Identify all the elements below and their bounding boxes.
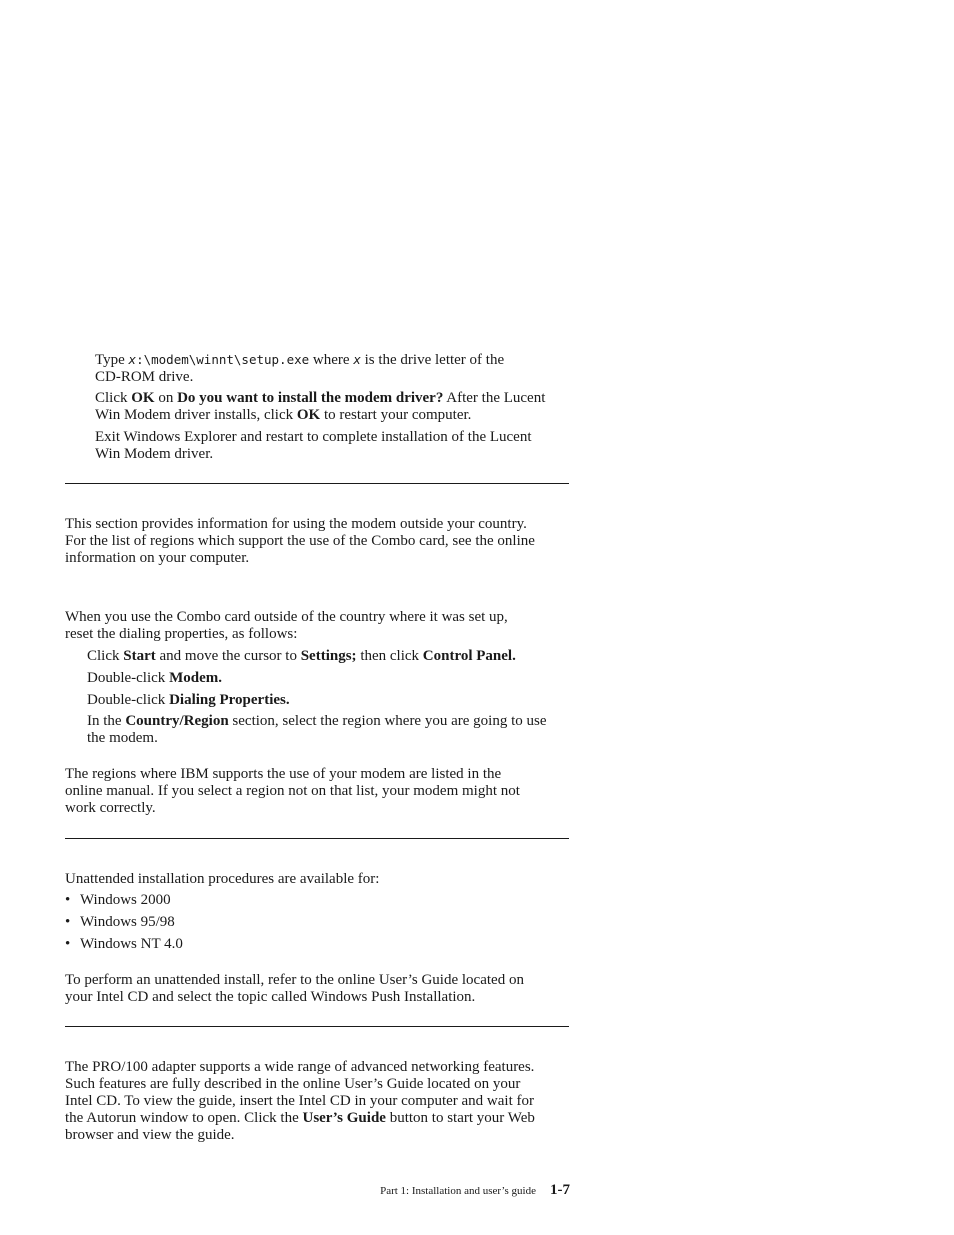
unattended-perform: To perform an unattended install, refer to the online User’s Guide located on your Intel CD and select the topic called Windows Push Installation.	[65, 972, 524, 1005]
outside-country-intro: This section provides information for using the modem outside your country. For the list of regions which support the use of the Combo card, see the online information on your computer.	[65, 516, 535, 566]
reset-step-2: Double-click Modem.	[87, 670, 222, 686]
cmd-drive-var: x	[128, 352, 137, 367]
winnt-step-3: Exit Windows Explorer and restart to complete installation of the Lucent Win Modem driver.	[95, 429, 532, 462]
unattended-intro: Unattended installation procedures are available for:	[65, 871, 380, 887]
reset-step-1: Click Start and move the cursor to Settings; then click Control Panel.	[87, 648, 516, 664]
advanced-features-paragraph: The PRO/100 adapter supports a wide range of advanced networking features. Such features are fully described in the online User’s Guide located on your Intel CD. To view the guide, insert the Intel CD in your computer and wait for the Autorun window to open. Click the User’s Guide button to start your Web browser and view the guide.	[65, 1059, 535, 1143]
page-number: 1-7	[550, 1182, 570, 1198]
list-item: • Windows 2000	[65, 892, 171, 908]
reset-dialing-intro: When you use the Combo card outside of the country where it was set up, reset the dialing properties, as follows:	[65, 609, 508, 642]
section-divider	[65, 483, 569, 484]
winnt-step-1: Type x:\modem\winnt\setup.exe where x is the drive letter of the CD-ROM drive.	[95, 352, 505, 385]
users-guide-button-label: User’s Guide	[302, 1110, 386, 1126]
winnt-step-2: Click OK on Do you want to install the modem driver? After the Lucent Win Modem driver installs, click OK to restart your computer.	[95, 390, 546, 423]
regions-note: The regions where IBM supports the use of your modem are listed in the online manual. If you select a region not on that list, your modem might not work correctly.	[65, 766, 520, 816]
reset-step-3: Double-click Dialing Properties.	[87, 692, 290, 708]
footer-text: Part 1: Installation and user’s guide	[380, 1185, 536, 1197]
list-item: • Windows NT 4.0	[65, 936, 183, 952]
section-divider	[65, 838, 569, 839]
list-item: • Windows 95/98	[65, 914, 175, 930]
install-question: Do you want to install the modem driver?	[177, 390, 444, 406]
page-footer	[0, 1182, 570, 1200]
reset-step-4: In the Country/Region section, select the region where you are going to use the modem.	[87, 713, 547, 746]
section-divider	[65, 1026, 569, 1027]
setup-command: :\modem\winnt\setup.exe	[136, 352, 310, 367]
